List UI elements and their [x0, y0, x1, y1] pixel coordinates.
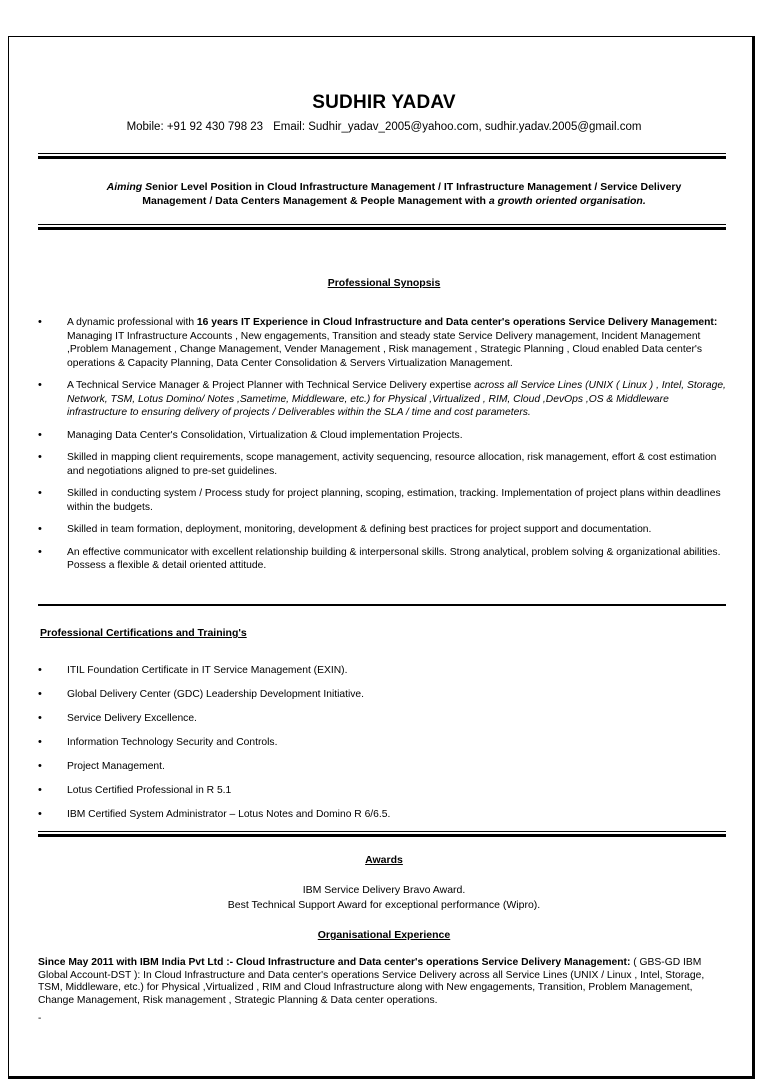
objective-lead: Aiming S [106, 181, 153, 193]
list-item: • Lotus Certified Professional in R 5.1 [38, 784, 728, 798]
list-item: • A dynamic professional with 16 years IT Experience in Cloud Infrastructure and Data center's operations Service Delivery Management: Managing IT Infrastructure Accounts , New engagements, Transition and steady state Service Delivery management, Incident Management ,Problem Management , Change Management, Vender Management , Risk management , Strategic Planning , Cloud enabled Data center's operations & Capacity Planning, Data Center Consolidation & Servers Virtualization Management. [38, 316, 728, 370]
header-rule [38, 153, 726, 159]
list-item: • Managing Data Center's Consolidation, Virtualization & Cloud implementation Projects. [38, 429, 728, 443]
synopsis-title: Professional Synopsis [327, 277, 441, 289]
trailing-mark: - [38, 1013, 42, 1024]
list-item: • Project Management. [38, 760, 728, 774]
experience-title: Organisational Experience [317, 929, 451, 941]
experience-description: ( GBS-GD IBM Global Account-DST ): In Cloud Infrastructure and Data center's operations Service Delivery across all Service Lines (UNIX / Linux , Intel, Storage, TSM, Middleware, etc.) for Physical ,Virtualized , RIM and Cloud Infrastructure along with New engagements, Transition, Problem Management, Change Management, Risk management , Strategic Planning & Data center operations. [38, 957, 705, 1006]
award-item: IBM Service Delivery Bravo Award. [302, 884, 466, 896]
list-item: • A Technical Service Manager & Project Planner with Technical Service Delivery expertise across all Service Lines (UNIX ( Linux ) , Intel, Storage, Network, TSM, Lotus Domino/ Notes ,Sametime, Middleware, etc.) for Physical ,Virtualized , RIM, Cloud ,DevOps ,OS & Middleware infrastructure to ensuring delivery of projects / Deliverables within the SLA / time and cost parameters. [38, 379, 728, 420]
objective-rule [38, 224, 726, 230]
list-item: • An effective communicator with excellent relationship building & interpersonal skills. Strong analytical, problem solving & organizational abilities. Possess a flexible & detail oriented attitude. [38, 546, 728, 573]
certifications-title: Professional Certifications and Training's [40, 627, 247, 639]
list-item: • ITIL Foundation Certificate in IT Service Management (EXIN). [38, 664, 728, 678]
awards-title: Awards [365, 854, 403, 866]
list-item: • Service Delivery Excellence. [38, 712, 728, 726]
experience-entry [38, 957, 728, 1007]
candidate-name: SUDHIR YADAV [312, 92, 456, 113]
certifications-rule [38, 831, 726, 837]
list-item: • Global Delivery Center (GDC) Leadership Development Initiative. [38, 688, 728, 702]
list-item: • Information Technology Security and Controls. [38, 736, 728, 750]
list-item: • Skilled in conducting system / Process study for project planning, scoping, estimation, tracking. Implementation of project plans within deadlines within the budgets. [38, 487, 728, 514]
synopsis-rule [38, 604, 726, 606]
email-addresses: Email: Sudhir_yadav_2005@yahoo.com, sudhir.yadav.2005@gmail.com [273, 121, 642, 133]
contact-line [0, 121, 768, 133]
synopsis-list [38, 316, 728, 582]
objective-tail: a growth oriented organisation. [488, 194, 646, 207]
list-item: • IBM Certified System Administrator – Lotus Notes and Domino R 6/6.5. [38, 808, 728, 822]
certifications-list [38, 664, 728, 832]
award-item: Best Technical Support Award for exceptional performance (Wipro). [227, 899, 541, 911]
mobile-number: Mobile: +91 92 430 798 23 [126, 121, 264, 133]
awards-list [0, 883, 768, 913]
list-item: • Skilled in team formation, deployment, monitoring, development & defining best practices for project support and documentation. [38, 523, 728, 537]
objective-main: enior Level Position in Cloud Infrastructure Management / IT Infrastructure Management / Service Delivery Management / Data Centers Management & People Management with [142, 181, 682, 207]
objective-statement [80, 181, 708, 208]
list-item: • Skilled in mapping client requirements, scope management, activity sequencing, resource allocation, risk management, effort & cost estimation and negotiations aligned to pre-set guidelines. [38, 451, 728, 478]
experience-heading: Since May 2011 with IBM India Pvt Ltd :- Cloud Infrastructure and Data center's operations Service Delivery Management: [38, 957, 631, 968]
